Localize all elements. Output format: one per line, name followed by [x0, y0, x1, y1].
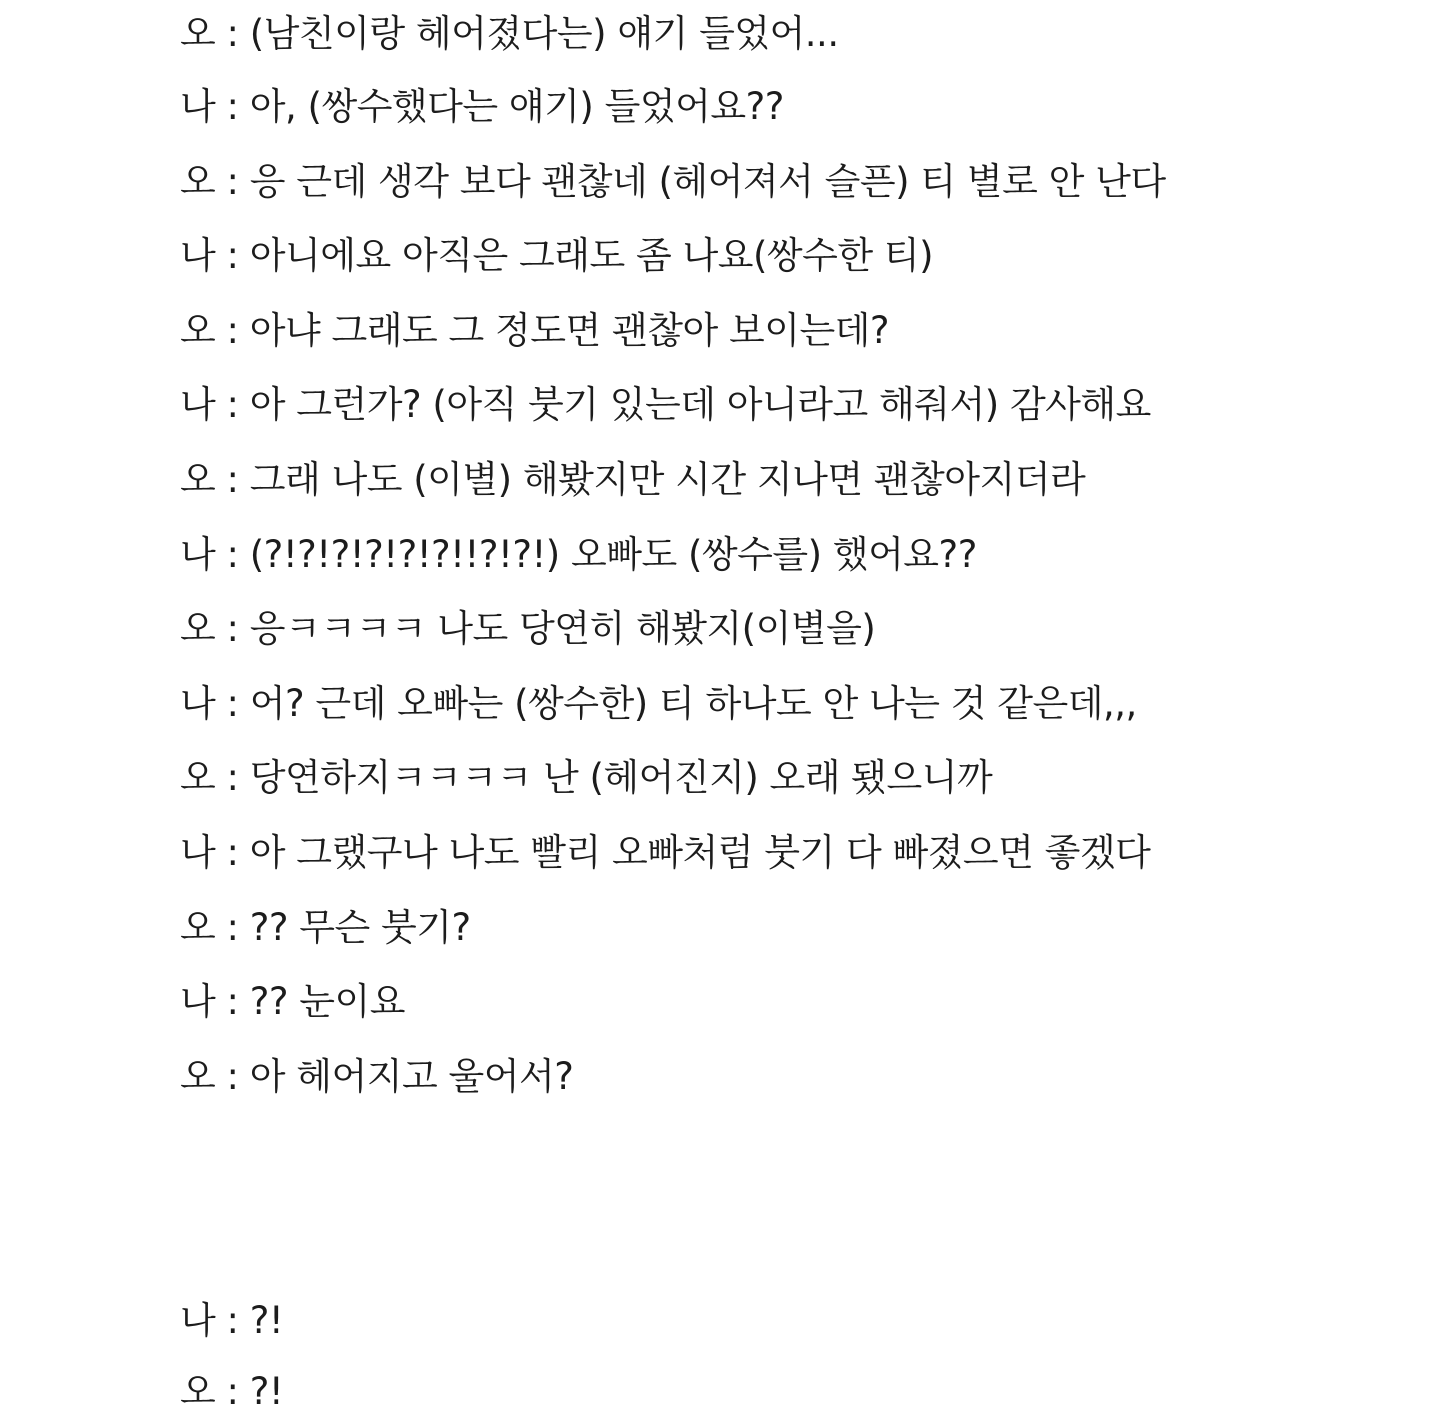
line-text: (남친이랑 헤어졌다는) 얘기 들었어... [249, 12, 839, 55]
separator: : [215, 1055, 250, 1098]
separator: : [215, 1299, 250, 1342]
speaker-label: 오 [180, 160, 216, 203]
separator: : [215, 458, 250, 501]
separator: : [215, 533, 250, 576]
line-text: 응ㅋㅋㅋㅋ 나도 당연히 해봤지(이별을) [249, 607, 876, 650]
speaker-label: 오 [180, 756, 216, 799]
line-text: 아 헤어지고 울어서? [249, 1055, 574, 1098]
line-text: 어? 근데 오빠는 (쌍수한) 티 하나도 안 나는 것 같은데,,, [249, 682, 1137, 725]
dialogue-line [180, 674, 1137, 734]
dialogue-line [180, 77, 784, 137]
line-text: (?!?!?!?!?!?!!?!?!) 오빠도 (쌍수를) 했어요?? [249, 533, 977, 576]
speaker-label: 나 [180, 1299, 216, 1342]
dialogue-line [180, 599, 875, 659]
separator: : [215, 756, 250, 799]
dialogue-line [180, 525, 977, 585]
dialogue-line [180, 823, 1150, 883]
line-text: 그래 나도 (이별) 해봤지만 시간 지나면 괜찮아지더라 [249, 458, 1086, 501]
line-text: ?! [249, 1370, 284, 1413]
speaker-label: 오 [180, 309, 216, 352]
dialogue-line [180, 226, 933, 286]
dialogue-line [180, 152, 1166, 212]
dialogue-line [180, 898, 471, 958]
line-text: 아 그런가? (아직 붓기 있는데 아니라고 해줘서) 감사해요 [249, 383, 1151, 426]
dialogue-line [180, 4, 839, 64]
separator: : [215, 309, 250, 352]
dialogue-line [180, 1291, 283, 1351]
dialogue-line [180, 375, 1151, 435]
speaker-label: 나 [180, 682, 216, 725]
dialogue-line [180, 301, 889, 361]
separator: : [215, 682, 250, 725]
line-text: ?? 눈이요 [249, 980, 406, 1023]
line-text: 아, (쌍수했다는 얘기) 들었어요?? [249, 85, 784, 128]
speaker-label: 나 [180, 85, 216, 128]
dialogue-line [180, 1362, 283, 1422]
separator: : [215, 980, 250, 1023]
line-text: 아니에요 아직은 그래도 좀 나요(쌍수한 티) [249, 234, 934, 277]
separator: : [215, 1370, 250, 1413]
separator: : [215, 234, 250, 277]
speaker-label: 오 [180, 12, 216, 55]
speaker-label: 오 [180, 906, 216, 949]
dialogue-line [180, 972, 405, 1032]
speaker-label: 오 [180, 607, 216, 650]
speaker-label: 오 [180, 1370, 216, 1413]
separator: : [215, 607, 250, 650]
line-text: 아냐 그래도 그 정도면 괜찮아 보이는데? [249, 309, 890, 352]
speaker-label: 나 [180, 533, 216, 576]
line-text: ?? 무슨 붓기? [249, 906, 471, 949]
speaker-label: 나 [180, 831, 216, 874]
separator: : [215, 906, 250, 949]
line-text: 응 근데 생각 보다 괜찮네 (헤어져서 슬픈) 티 별로 안 난다 [249, 160, 1166, 203]
dialogue-line [180, 450, 1085, 510]
line-text: ?! [249, 1299, 284, 1342]
line-text: 아 그랬구나 나도 빨리 오빠처럼 붓기 다 빠졌으면 좋겠다 [249, 831, 1151, 874]
line-text: 당연하지ㅋㅋㅋㅋ 난 (헤어진지) 오래 됐으니까 [249, 756, 993, 799]
separator: : [215, 160, 250, 203]
separator: : [215, 12, 250, 55]
speaker-label: 오 [180, 1055, 216, 1098]
speaker-label: 오 [180, 458, 216, 501]
separator: : [215, 831, 250, 874]
speaker-label: 나 [180, 980, 216, 1023]
dialogue-line [180, 1047, 573, 1107]
speaker-label: 나 [180, 383, 216, 426]
dialogue-line [180, 748, 992, 808]
separator: : [215, 85, 250, 128]
separator: : [215, 383, 250, 426]
speaker-label: 나 [180, 234, 216, 277]
